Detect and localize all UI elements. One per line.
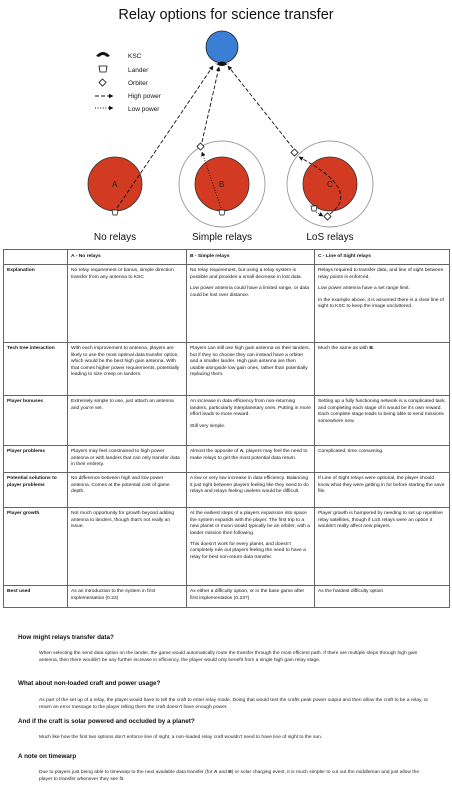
answer-timewarp: Due to players just being able to timewarp to the next available data transfer (for A and B) or solar charging event, it is much simpler to cut out the middleman and just allow the player to transfer whenever they see fit.	[39, 770, 420, 783]
row-label-solutions: Potential solutions to player problems	[4, 473, 68, 508]
table-row	[4, 265, 450, 343]
link-c-lander-orbiter	[316, 212, 323, 216]
legend-ksc-label: KSC	[128, 53, 142, 60]
row-label-best-used: Best used	[4, 586, 68, 608]
cell-explanation-c: Relays required to transfer data, and line of sight between relay points is enforced. Low power antenna have a set range limit. In the example above, it is assumed there is a clear line of sight to KSC to keep the image uncluttered.	[315, 265, 450, 343]
cell-tech-c: Much the same as with B.	[315, 343, 450, 396]
link-c-orbiter-ksc	[228, 66, 293, 148]
page-title: Relay options for science transfer	[118, 7, 334, 23]
cell-problems-a: Players may feel constrained to high power antenna or with landers that can only transfer data in their entirety.	[68, 446, 187, 473]
cell-growth-c: Player growth is hampered by needing to set up repetitive relay satellites, though if LoS relays were an option it wouldn't really affect new players.	[315, 508, 450, 586]
cell-solutions-b: A low or very low increase in data efficiency. Balancing it just right between players feeling like they need to do relays and relays feeling useless would be difficult.	[187, 473, 315, 508]
caption-los-relays: LoS relays	[306, 232, 354, 243]
question-solar-occluded: And if the craft is solar powered and occluded by a planet?	[18, 718, 195, 725]
cell-best-c: As the hardest difficulty option	[315, 586, 450, 608]
legend-lander-label: Lander	[128, 67, 149, 74]
header-c: C - Line of Sight relays	[315, 250, 450, 265]
table-row	[4, 446, 450, 473]
cell-bonuses-b: An increase in data efficiency from non-returning landers, particularly interplanetary ones. Putting in more effort leads to more reward. Still very simple.	[187, 396, 315, 446]
header-empty	[4, 250, 68, 265]
answer-non-loaded-craft: As part of the set up of a relay, the player would have to tell the craft to enter relay mode. Doing that would test the crafts peak power output and then allow the craft to be a relay, or return an error message to the player telling them the craft doesn't have enough power.	[39, 698, 429, 711]
answer-how-relays: When selecting the send data option on the lander, the game would automatically route the transfer through the most efficient path. If there are multiple steps through high gain antenna, then there wouldn't be any further increase in efficiency, the player would only benefit from a single high gain relay stage.	[39, 651, 418, 664]
cell-problems-b: Almost the opposite of A, players may feel the need to make relays to get the most potential data return.	[187, 446, 315, 473]
cell-solutions-a: No difference between high and low power antenna. Comes at the potential cost of game depth.	[68, 473, 187, 508]
cell-bonuses-a: Extremely simple to use, just attach an antenna and you're set.	[68, 396, 187, 446]
cell-explanation-a: No relay requirement or bonus, simple direction transfer from any antenna to KSC	[68, 265, 187, 343]
table-row	[4, 508, 450, 586]
lander-c	[311, 206, 317, 211]
table-row	[4, 396, 450, 446]
cell-explanation-b: No relay requirement, but using a relay system is possible and provides a small decrease in lost data. Low power antenna could have a limited range, or data could be lost over distance.	[187, 265, 315, 343]
cell-growth-a: Not much opportunity for growth beyond adding antenna to landers, though that's not really an issue.	[68, 508, 187, 586]
question-how-relays: How might relays transfer data?	[18, 634, 114, 641]
lander-legend-icon	[99, 66, 107, 72]
planet-a-letter: A	[112, 180, 118, 189]
header-a: A - No relays	[68, 250, 187, 265]
row-label-player-problems: Player problems	[4, 446, 68, 473]
row-label-player-growth: Player growth	[4, 508, 68, 586]
cell-tech-a: With each improvement to antenna, players are likely to use the most optimal data transfer option, which would be the best high gain antenna. With that comes higher power requirements, potentially leading to size creep on landers.	[68, 343, 187, 396]
lander-a	[112, 210, 118, 215]
legend-low-power-label: Low power	[128, 106, 160, 113]
question-non-loaded-craft: What about non-loaded craft and power usage?	[18, 680, 161, 687]
cell-bonuses-c: Setting up a fully functioning network is a complicated task, and completing each stage of it would be it's own reward. Each complete stage leads to being able to send missions somewhere new.	[315, 396, 450, 446]
row-label-tech-tree: Tech tree interaction	[4, 343, 68, 396]
ksc-body	[206, 31, 238, 66]
legend-high-power-label: High power	[128, 93, 161, 100]
question-timewarp: A note on timewarp	[18, 753, 77, 760]
cell-tech-b: Players can still use high gain antenna on their landers, but if they so choose they can instead have a orbiter and a smaller lander. High gain antenna are then usable alongside low gain ones, rather than potentially replacing them.	[187, 343, 315, 396]
table-header-row	[4, 250, 450, 265]
ksc-legend-icon	[96, 52, 110, 57]
relay-diagram	[0, 0, 452, 250]
planet-b-letter: B	[219, 180, 225, 189]
orbiter-b	[197, 143, 204, 150]
legend	[95, 52, 162, 113]
table-row	[4, 586, 450, 608]
cell-growth-b: At the earliest steps of a players expansion into space the system expands with the player. The first trip to a new planet or moon would typically be an orbiter, with a lander mission then following. This doesn't work for every planet, and doesn't completely rule out players feeling the need to have a relay for best non-return data transfer.	[187, 508, 315, 586]
orbiter-legend-icon	[99, 79, 106, 86]
header-b: B - Simple relays	[187, 250, 315, 265]
cell-solutions-c: If Line of Sight relays were optional, the player should know what they were getting in for before starting the save file.	[315, 473, 450, 508]
caption-simple-relays: Simple relays	[191, 232, 253, 243]
cell-best-a: As an introduction to the system in first implementation (0.22)	[68, 586, 187, 608]
row-label-player-bonuses: Player bonuses	[4, 396, 68, 446]
lander-b	[219, 210, 225, 215]
table-row	[4, 343, 450, 396]
table-row	[4, 473, 450, 508]
orbiter-c-top	[291, 149, 298, 156]
orbiter-c-bottom	[324, 213, 331, 220]
caption-no-relays: No relays	[93, 232, 137, 243]
answer-solar-occluded: Much like how the first two options don't enforce line of sight, a non-loaded relay craft wouldn't need to have line of sight to the sun.	[39, 735, 323, 740]
planet-c-letter: C	[327, 180, 333, 189]
cell-best-b: As either a difficulty option, or in the base game after first implementation (0.23?)	[187, 586, 315, 608]
comparison-table	[3, 249, 450, 608]
row-label-explanation: Explanation	[4, 265, 68, 343]
cell-problems-c: Complicated, time consuming.	[315, 446, 450, 473]
legend-orbiter-label: Orbiter	[128, 80, 148, 87]
